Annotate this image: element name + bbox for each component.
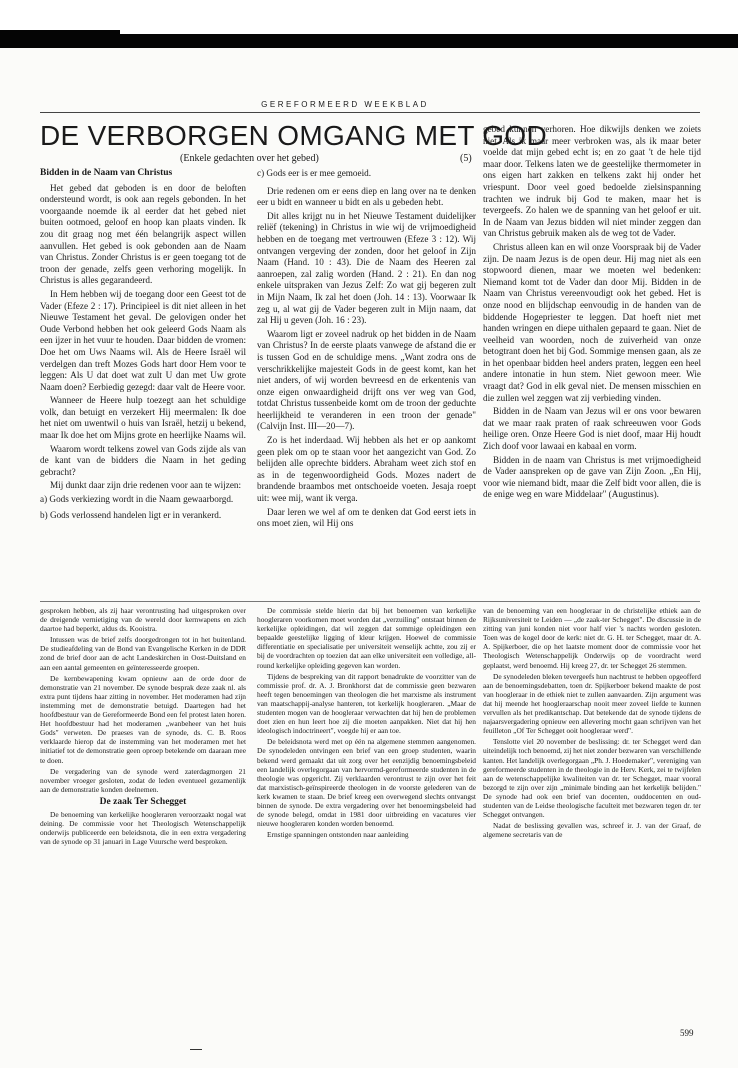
series-part-number: (5) [460,153,472,164]
paragraph: Waarom ligt er zoveel nadruk op het bidden in de Naam van Christus? In de eerste plaats vanwege de afstand die er is tussen God en de schuldige mens. „Want zodra ons de verschrikkelijke majesteit Gods in de geest komt, kan het niet anders, of wij worden bevreesd en de erkentenis van onze eigen onwaardigheid drijft ons ver weg van God, totdat Christus tussenbeide komt om de troon der geduchte heerlijkheid te veranderen in een troon der genade" (Calvijn Inst. III—20—7). [257,328,476,432]
paragraph: Intussen was de brief zelfs doorgedrongen tot in het buitenland. De studieafdeling van de Bond van Evangelische Kerken in de DDR zond de brief door aan de acht Landeskirchen in Oost-Duitsland en aan een aantal gemeenten en geïnteresseerde groepen. [40,635,246,672]
page-number: 599 [680,1028,694,1038]
paragraph: Dit alles krijgt nu in het Nieuwe Testament duidelijker reliëf (tekening) in Christus in wie wij de vrijmoedigheid hebben en de toegang met vertrouwen (Efeze 3 : 12). Wij ontvangen vergeving der zonden, door het geloof in Zijn Naam (Hand. 10 : 43). Die de Naam des Heeren zal aanroepen, zal zalig worden (Hand. 2 : 21). En dan nog enkele uitspraken van Jezus Zelf: Zo wat gij begeren zult in Mijn Naam, Ik zal het doen (Joh. 14 : 13). Voorwaar Ik zeg u, al wat gij de Vader begeren zult in Mijn naam, dat zal Hij u geven (Joh. 16 : 23). [257,210,476,326]
paragraph: Tijdens de bespreking van dit rapport benadrukte de voorzitter van de commissie prof. dr. A. J. Bronkhorst dat de commissie geen bezwaren heeft tegen benoemingen van theologen die het marxisme als instrument van maatschappij-analyse hanteren, tot kerkelijk hoogleraren. „Maar de studenten mogen van de hoogleraar verwachten dat hij hen de problemen doet zien en hun leert hoe zij die moeten aanpakken. Niet dat hij hen ideologisch indoctrineert", voegde hij er aan toe. [257,671,476,736]
section-divider [40,601,700,602]
list-item: a) Gods verkiezing wordt in die Naam gewaarborgd. [40,494,234,505]
paragraph: De vergadering van de synode werd zaterdagmorgen 21 november vroeger gesloten, zodat de leden eventueel gezamenlijk aan de demonstratie konden deelnemen. [40,766,246,794]
running-head: GEREFORMEERD WEEKBLAD [261,100,429,109]
news-column-1 [40,606,246,1026]
article-title: DE VERBORGEN OMGANG MET GOD [40,120,547,151]
paragraph: De beleidsnota werd met op één na algemene stemmen aangenomen. De synodeleden ontvingen een brief van een groep studenten, waarin bekend werd gemaakt dat uit zorg over het eenzijdig benoemingsbeleid een landelijk overlegorgaan van hervormd-gereformeerde studenten in de theologie was opgericht. Zij verklaarden verontrust te zijn over het feit dat marxistisch-geïnspireerde theologen in de voorste gelederen van de kerk kwamen te staan. De brief kreeg een overwegend slechts ontvangst binnen de synode. De extra vergadering over het benoemingsbeleid had de synode belegd, omdat in 1981 door uitbreiding en vacatures vier nieuwe hoogleraren konden worden benoemd. [257,737,476,829]
paragraph: Zo is het inderdaad. Wij hebben als het er op aankomt geen plek om op te staan voor het aangezicht van God. Zo belijden alle oprechte bidders. Abraham weet zich stof en as in de tegenwoordigheid Gods. Mozes nadert de brandende braambos met ontschoeide voeten. Jesaja roept uit: wee mij, want ik verga. [257,435,476,504]
paragraph: De kernbewapening kwam opnieuw aan de orde door de demonstratie van 21 november. De synode besprak deze zaak nl. als extra punt tijdens haar zitting in november. Het moderamen had zijn instemming met de demonstratie betuigd. Daartegen had het hoofdbestuur van de Gereformeerde Bond een fel protest laten horen. Het hoofdbestuur had het moderamen „wanbeheer van het huis Gods" verweten. De praeses van de synode, ds. C. B. Roos verklaarde hierop dat de instemming van het moderamen met het initiatief tot de demonstratie geen oproep betekende om daaraan mee te doen. [40,673,246,765]
paragraph: Bidden in de Naam van Jezus wil er ons voor bewaren dat we maar raak praten of raak schreeuwen voor Gods heilige oren. Onze Heere God is niet doof, maar Hij houdt Zich doof voor lawaai en kabaal en vorm. [483,406,701,452]
footer-mark [190,1049,202,1050]
scan-top-band [0,34,738,48]
paragraph: De benoeming van kerkelijke hoogleraren veroorzaakt nogal wat deining. De commissie voor het Theologisch Wetenschappelijk onderwijs publiceerde een beleidsnota, die in een extra vergadering van de synode op 31 januari in Lage Vuursche werd besproken. [40,809,246,847]
article-column-2 [257,168,476,600]
paragraph: Het gebed dat geboden is en door de beloften ondersteund wordt, is ook aan regels gebonden. In het voorgaande noemde ik al eerder dat het gebed niet buiten ootmoed, geloof en hoop kan plaats vinden. Ik zou dit graag nog met één belangrijk aspect willen aanvullen. Het gebed is ook gebonden aan de Naam van Christus. Zonder Christus is er geen toegang tot de troon der genade, zelfs geen verhoring mogelijk. In Christus is alles gegarandeerd. [40,182,246,286]
article-subtitle: (Enkele gedachten over het gebed) [180,153,319,164]
paragraph: Wanneer de Heere hulp toezegt aan het schuldige volk, dan betuigt en verzekert Hij meermalen: Ik doe het niet om uwentwil o huis van Israël, hetzij u bekend, maar Ik doe het om Mijns grote en heerlijke Naams wil. [40,395,246,441]
paragraph: Drie redenen om er eens diep en lang over na te denken eer u bidt en wanneer u bidt en als u gebeden hebt. [257,185,476,208]
article-column-3 [483,124,701,600]
paragraph: Ernstige spanningen ontstonden naar aanleiding [267,830,409,840]
paragraph: Waarom wordt telkens zowel van Gods zijde als van de kant van de bidders die Naam in het geding gebracht? [40,443,246,477]
header-rule [40,112,700,113]
paragraph: Nadat de beslissing gevallen was, schreef ir. J. van der Graaf, de algemene secretaris van de [483,821,701,840]
section-heading: Bidden in de Naam van Christus [40,168,173,178]
paragraph: Bidden in de naam van Christus is met vrijmoedigheid de Vader aanspreken op de gave van Zijn Zoon. „En Hij, voor wie niemand bidt, maar die Zelf bidt voor allen, die is de enige weg en ware Middelaar" (Augustinus). [483,454,701,500]
paragraph: Christus alleen kan en wil onze Voorspraak bij de Vader zijn. De naam Jezus is de open deur. Hij mag niet als een stopwoord dienen, maar we moeten wel bedenken: Niemand komt tot de Vader dan door Mij. Bidden in de Naam van Christus vereenvoudigt ook het gebed. Het is onze nood en blijdschap eenvoudig in de handen van de biddende Hogepriester te leggen. Dat hoeft niet met handen wringen en diepe uithalen gepaard te gaan. Niet de veelheid van woorden, noch de zuiverheid van onze betogtrant doen het bij God. Sommige mensen gaan, als ze in het openbaar bidden heel anders praten, leggen een heel andere intonatie in hun stem. Niet gewoon meer. Wie vraagt dat? God in elk geval niet. De mensen misschien en die zullen wel zeggen wat zij verbieding vinden. [483,241,701,403]
news-column-2 [257,606,476,1026]
paragraph: gebed kunnen verhoren. Hoe dikwijls denken we zoiets niet. Als ik maar meer verbroken was, als ik maar beter voelde dat mijn gebed echt is; en zo gaat 't de hele tijd maar door. Telkens laten we de geestelijke thermometer in ons eigen hart zakken en telkens zakt hij onder het vriespunt. Door veel goed bedoelde zielsinspanning trachten we indruk bij God te maken, maar het is tevergeefs. Zo halen we de spanning van het geloof er uit. In de Naam van Jezus bidden wil niet minder zeggen dan van Christus gebruik maken als de weg tot de Vader. [483,124,701,239]
list-item: c) Gods eer is er mee gemoeid. [257,168,372,178]
paragraph: Daar leren we wel af om te denken dat God eerst iets in ons moet zien, wil Hij ons [257,506,476,529]
paragraph: De commissie stelde hierin dat bij het benoemen van kerkelijke hoogleraren voorkomen moet worden dat „verzuiling" ontstaat binnen de kerkelijke opleidingen, dat wil zeggen dat sommige opleidingen een bepaalde geestelijke ligging of kleur krijgen. Hoewel de commissie differentiatie en specialisatie per universiteit wenselijk achtte, zou zij er bij de voordrachten op toezien dat aan elke universiteit een volledige, all-round kerkelijke opleiding gegeven kan worden. [257,606,476,670]
paragraph: De synodeleden bleken tevergeefs hun nachtrust te hebben opgeofferd aan de benoemingsdebatten, toen dr. Spijkerboer bekend maakte de post van hoogleraar in de ethiek niet te zullen aanvaarden. Zijn argument was dat hij meende het hoogleraarschap nooit meer zoveel liefde te kunnen vervullen als het predikantschap. Dat betekende dat de synode tijdens de najaarsvergadering opnieuw een allevering mocht gaan schrijven van het feuilleton „Of Ter Schegget ooit hoogleraar werd". [483,671,701,736]
paragraph: In Hem hebben wij de toegang door een Geest tot de Vader (Efeze 2 : 17). Principieel is dit niet alleen in het Nieuwe Testament het geval. De gelovigen onder het Oude Verbond hebben het ook geleerd Gods Naam als een ijzer in het vuur te houden. Daar bidden de vromen: Doe het om Uws Naams wil. Als de Heere Israël wil verdelgen dan treft Mozes Gods hart door Hem voor te leggen: Als U dat doet wat zult U dan met Uw grote Naam doen? Eerbiedig gezegd: daar valt de Heere voor. [40,288,246,392]
paragraph: van de benoeming van een hoogleraar in de christelijke ethiek aan de Rijksuniversiteit te Leiden — „de zaak-ter Schegget". De discussie in de zitting van juni konden niet voor half vier 's nachts worden gesloten. Toen was de kogel door de kerk: niet dr. G. H. ter Schegget, maar dr. A. A. Spijkerboer, die op het laatste moment door de commissie voor het Theologisch Wetenschappelijk Onderwijs op de voordracht werd geplaatst, werd benoemd. Hij kreeg 27, dr. ter Schegget 26 stemmen. [483,606,701,670]
article-column-1 [40,168,246,600]
paragraph: Mij dunkt daar zijn drie redenen voor aan te wijzen: [50,480,242,491]
list-item: b) Gods verlossend handelen ligt er in verankerd. [40,509,222,520]
news-column-3 [483,606,701,1026]
paragraph: gesproken hebben, als zij haar verontrusting had uitgesproken over de dreigende vernietiging van de wereld door kernwapens en zich daartoe had beperkt, aldus ds. Kooistra. [40,606,246,634]
reasons-list [40,494,246,521]
section-heading: De zaak Ter Schegget [99,796,187,807]
paragraph: Tenslotte viel 20 november de beslissing: dr. ter Schegget werd dan uiteindelijk toch benoemd, zij het niet zonder bezwaren van verschillende kanten. Het landelijk overlegorgaan „Ph. J. Hoedemaker", vereniging van gereformeerde studenten in de theologie in de Herv. Kerk, zei te twijfelen aan de wetenschappelijke kwaliteiten van dr. ter Schegget, maar vooral bezorgd te zijn over zijn „minimale binding aan het kerkelijk belijden." De synode had ook een brief van docenten, ouddocenten en oud-studenten van de Leidse theologische faculteit met bezwaren tegen dr. ter Schegget ontvangen. [483,737,701,820]
